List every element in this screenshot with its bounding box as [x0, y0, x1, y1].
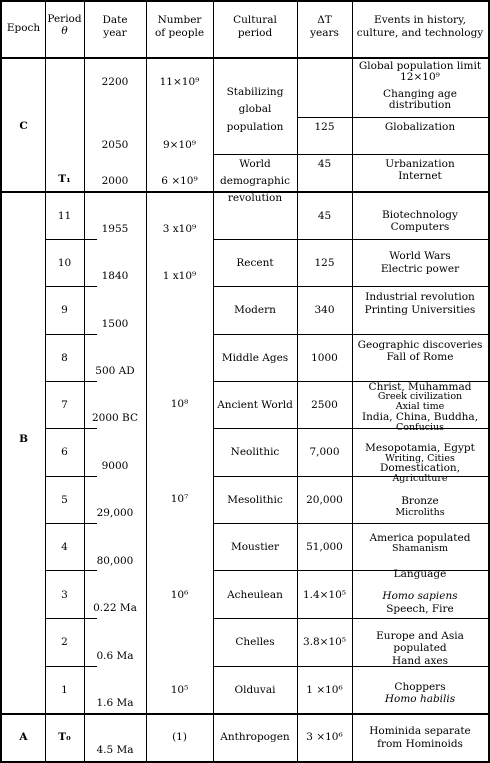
period-3: 3 — [61, 589, 68, 601]
event-hominoids: from Hominoids — [377, 738, 463, 750]
cultural-ancient-world: Ancient World — [217, 399, 293, 411]
header-period-line1: Period — [47, 13, 82, 25]
event-homo-habilis: Homo habilis — [384, 693, 456, 705]
people-6e9: 6 ×10⁹ — [161, 175, 198, 187]
date-1500: 1500 — [101, 318, 129, 330]
cultural-olduvai: Olduvai — [234, 684, 276, 696]
header-dt-line2: years — [310, 27, 339, 39]
header-people-line1: Number — [157, 14, 202, 26]
row-rule-6-5 — [45, 476, 97, 477]
event-bronze: Bronze — [401, 495, 439, 507]
header-epoch: Epoch — [6, 22, 41, 34]
row-rule-3-2b — [213, 618, 490, 619]
cultural-modern: Modern — [234, 304, 276, 316]
cultural-wdr-3: revolution — [227, 192, 283, 204]
epoch-a: A — [19, 731, 28, 743]
dt-45-11: 45 — [317, 210, 332, 222]
cultural-moustier: Moustier — [230, 541, 280, 553]
cultural-stabilizing-1: Stabilizing — [226, 86, 284, 98]
event-populated: populated — [393, 642, 447, 654]
event-writing: Writing, Cities — [385, 453, 455, 464]
date-2000: 2000 — [101, 175, 129, 187]
cultural-chelles: Chelles — [235, 636, 275, 648]
period-4: 4 — [61, 541, 68, 553]
dt-2500: 2500 — [311, 399, 338, 411]
dt-3e6: 3 ×10⁶ — [306, 731, 343, 743]
date-80000: 80,000 — [96, 555, 134, 567]
event-christ: Christ, Muhammad — [368, 381, 472, 393]
date-022ma: 0.22 Ma — [93, 602, 137, 614]
event-globalization: Globalization — [384, 121, 456, 133]
period-5: 5 — [61, 494, 68, 506]
dt-51000: 51,000 — [306, 541, 343, 553]
people-1e5: 10⁵ — [170, 684, 189, 696]
event-shamanism: Shamanism — [391, 543, 448, 554]
date-29000: 29,000 — [96, 507, 134, 519]
cultural-mesolithic: Mesolithic — [227, 494, 283, 506]
date-2000bc: 2000 BC — [91, 412, 138, 424]
people-1e6: 10⁶ — [170, 589, 189, 601]
date-16ma: 1.6 Ma — [96, 697, 134, 709]
header-date-line1: Date — [102, 14, 128, 26]
period-t1: T₁ — [58, 173, 71, 185]
date-9000: 9000 — [101, 460, 129, 472]
cultural-acheulean: Acheulean — [227, 589, 283, 601]
people-1: (1) — [172, 731, 187, 743]
header-date-line2: year — [103, 27, 127, 39]
row-rule-7-6 — [45, 428, 97, 429]
event-distribution: distribution — [388, 99, 452, 111]
row-rule-10-9b — [213, 286, 490, 287]
header-period-line2: θ — [61, 25, 68, 37]
period-8: 8 — [61, 352, 68, 364]
event-computers: Computers — [390, 221, 450, 233]
event-america: America populated — [369, 532, 471, 544]
dt-45-c: 45 — [317, 158, 332, 170]
row-rule-5-4b — [213, 523, 490, 524]
row-rule-11-10 — [45, 239, 97, 240]
event-internet: Internet — [398, 170, 442, 182]
cultural-wdr-1: World — [239, 158, 271, 170]
event-hand-axes: Hand axes — [391, 655, 449, 667]
period-7: 7 — [61, 399, 68, 411]
dt-7000: 7,000 — [309, 446, 340, 458]
event-confucius: Confucius — [395, 422, 445, 433]
header-bottom-rule — [0, 57, 490, 59]
period-10: 10 — [57, 257, 72, 269]
row-rule-8-7 — [45, 381, 97, 382]
border-left — [0, 0, 2, 763]
event-geographic: Geographic discoveries — [357, 339, 483, 351]
period-1: 1 — [61, 684, 68, 696]
row-rule-9-8 — [45, 334, 97, 335]
date-500ad: 500 AD — [95, 365, 135, 377]
date-1955: 1955 — [101, 223, 129, 235]
people-1e8: 10⁸ — [170, 398, 189, 410]
event-india: India, China, Buddha, — [361, 411, 479, 423]
c-dt-top-rule — [297, 117, 490, 118]
dt-20000: 20,000 — [306, 494, 343, 506]
header-dt-line1: ΔT — [317, 14, 332, 26]
dt-125-c: 125 — [314, 121, 335, 133]
people-3e9: 3 x10⁹ — [162, 223, 197, 235]
c-cultural-split-rule — [213, 154, 490, 155]
event-europe-asia: Europe and Asia — [376, 630, 464, 642]
col-divider-date — [146, 0, 147, 763]
epoch-c: C — [19, 120, 28, 132]
header-events-line2: culture, and technology — [356, 27, 484, 39]
header-cultural-line2: period — [237, 27, 273, 39]
cultural-neolithic: Neolithic — [230, 446, 280, 458]
border-top — [0, 0, 490, 2]
date-2200: 2200 — [101, 76, 129, 88]
date-1840: 1840 — [101, 270, 129, 282]
dt-125-10: 125 — [314, 257, 335, 269]
event-domestication: Domestication, — [379, 462, 461, 474]
event-language: Language — [393, 568, 447, 580]
event-urbanization: Urbanization — [385, 158, 455, 170]
dt-1000: 1000 — [311, 352, 338, 364]
row-rule-9-8b — [213, 334, 490, 335]
people-1e7: 10⁷ — [170, 493, 189, 505]
row-rule-3-2 — [45, 618, 97, 619]
people-1e9: 1 x10⁹ — [162, 270, 197, 282]
period-t0: T₀ — [58, 731, 71, 743]
event-12e9: 12×10⁹ — [400, 71, 440, 83]
event-homo-sapiens: Homo sapiens — [382, 590, 458, 602]
cultural-anthropogen: Anthropogen — [220, 731, 290, 743]
event-speech-fire: Speech, Fire — [386, 603, 454, 615]
header-people-line2: of people — [154, 27, 205, 39]
event-biotechnology: Biotechnology — [382, 209, 458, 221]
dt-38e5: 3.8×10⁵ — [302, 636, 347, 648]
period-11: 11 — [57, 210, 72, 222]
period-6: 6 — [61, 446, 68, 458]
date-06ma: 0.6 Ma — [96, 650, 134, 662]
row-rule-2-1 — [45, 666, 97, 667]
event-printing: Printing Universities — [364, 304, 476, 316]
cultural-recent: Recent — [236, 257, 274, 269]
row-rule-10-9 — [45, 286, 97, 287]
row-rule-4-3 — [45, 570, 97, 571]
header-events-line1: Events in history, — [374, 14, 466, 26]
dt-340: 340 — [314, 304, 335, 316]
event-industrial: Industrial revolution — [365, 291, 475, 303]
event-mesopotamia: Mesopotamia, Egypt — [365, 442, 475, 454]
epoch-b-a-rule — [0, 713, 490, 715]
epoch-b: B — [19, 433, 28, 445]
row-rule-11-10b — [213, 239, 490, 240]
event-axial: Axial time — [395, 401, 445, 412]
dt-14e5: 1.4×10⁵ — [302, 589, 347, 601]
event-greek: Greek civilization — [377, 391, 463, 402]
date-2050: 2050 — [101, 139, 129, 151]
event-choppers: Choppers — [394, 681, 446, 693]
cultural-stabilizing-3: population — [226, 121, 284, 133]
row-rule-5-4 — [45, 523, 97, 524]
event-world-wars: World Wars — [389, 250, 451, 262]
event-microliths: Microliths — [395, 507, 445, 518]
date-45ma: 4.5 Ma — [96, 744, 134, 756]
event-fall-of-rome: Fall of Rome — [386, 351, 454, 363]
event-electric-power: Electric power — [380, 263, 460, 275]
event-hominida: Hominida separate — [369, 725, 471, 737]
cultural-wdr-2: demographic — [220, 175, 290, 187]
cultural-middle-ages: Middle Ages — [221, 352, 289, 364]
period-2: 2 — [61, 636, 68, 648]
event-global-limit: Global population limit — [358, 60, 482, 72]
people-11e9: 11×10⁹ — [159, 76, 200, 88]
event-agriculture: Agriculture — [392, 473, 448, 484]
people-9e9: 9×10⁹ — [162, 139, 197, 151]
cultural-stabilizing-2: global — [238, 103, 272, 115]
period-9: 9 — [61, 304, 68, 316]
header-cultural-line1: Cultural — [233, 14, 277, 26]
event-changing-age: Changing age — [383, 88, 457, 100]
dt-1e6: 1 ×10⁶ — [306, 684, 343, 696]
